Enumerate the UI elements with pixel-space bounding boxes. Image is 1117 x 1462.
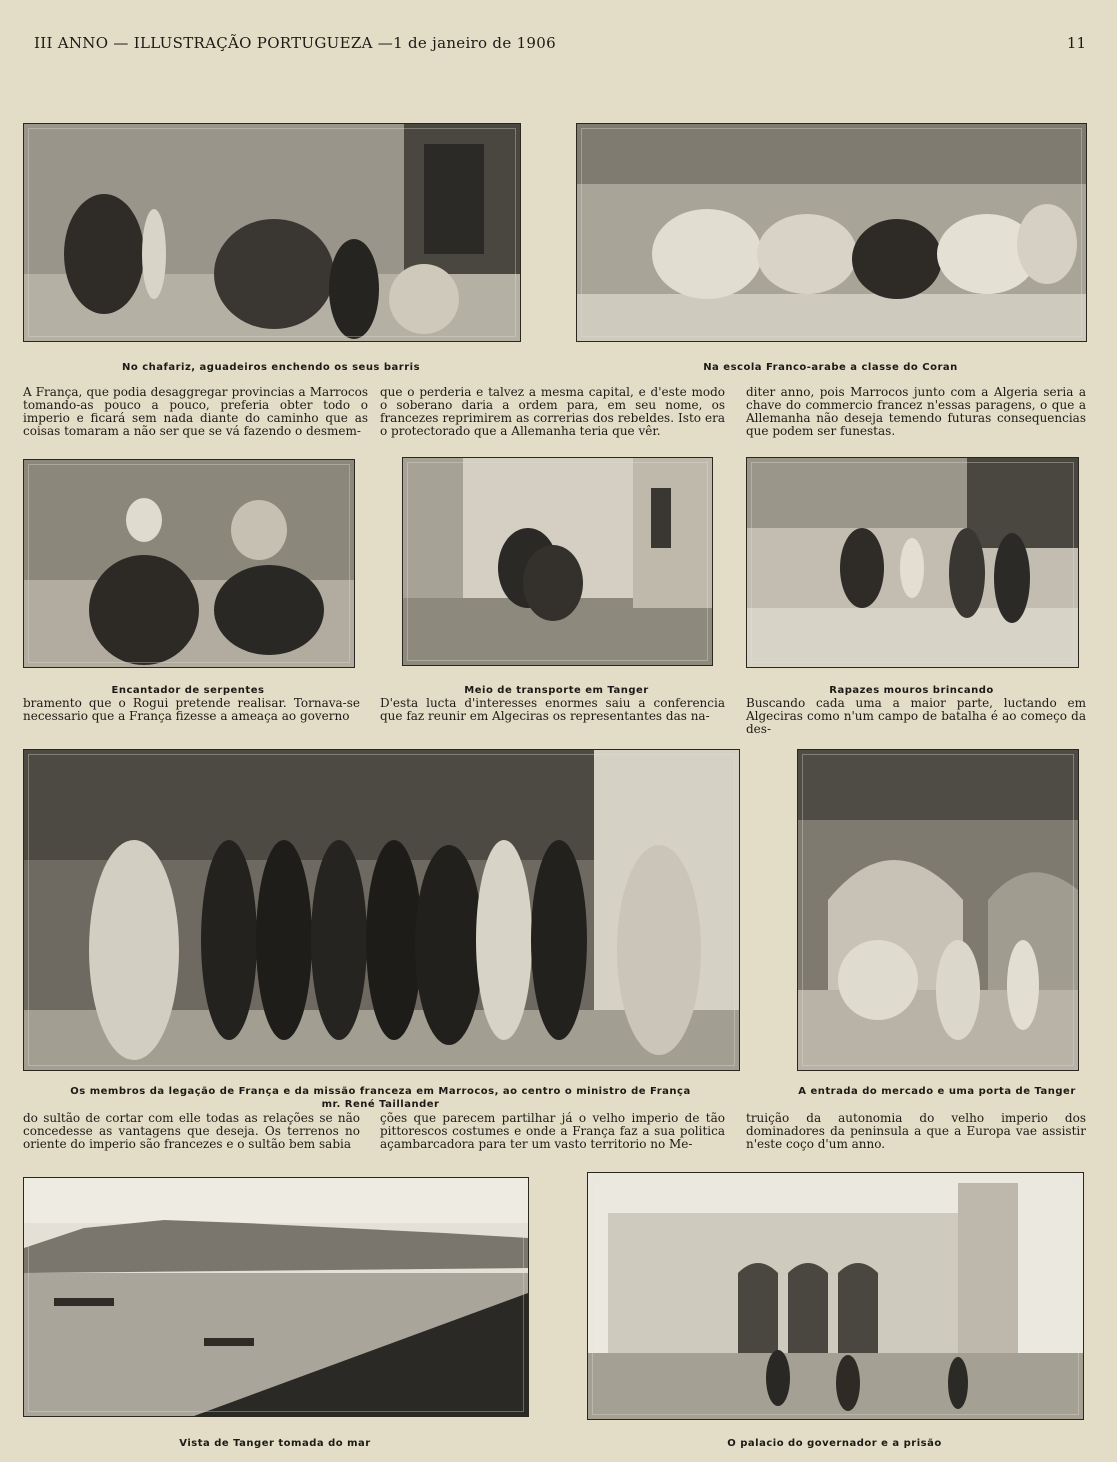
photo-palace — [587, 1172, 1084, 1420]
photo-snake-charmer — [23, 459, 355, 668]
page-header — [34, 32, 1086, 54]
text-row1-col3: diter anno, pois Marrocos junto com a Algeria seria a chave do commercio francez n'essas paragens, o que a Allemanha não deseja temendo futuras consequencias que podem ser funestas. — [746, 385, 1086, 438]
photo-boys — [746, 457, 1079, 668]
text-row2-col2: D'esta lucta d'interesses enormes saiu a conferencia que faz reunir em Algeciras os representantes das na- — [380, 696, 725, 723]
caption-snake-charmer: Encantador de serpentes — [111, 685, 265, 696]
caption-tangier-sea: Vista de Tanger tomada do mar — [179, 1438, 371, 1449]
caption-legation-line1: Os membros da legação de França e da missão franceza em Marrocos, ao centro o ministro de França — [70, 1086, 691, 1097]
caption-legation-line2: mr. René Taillander — [321, 1099, 440, 1110]
photo-transport — [402, 457, 713, 666]
page-number: 11 — [1066, 34, 1086, 52]
photo-tangier-sea — [23, 1177, 529, 1417]
caption-market: A entrada do mercado e uma porta de Tanger — [798, 1086, 1076, 1097]
caption-school: Na escola Franco-arabe a classe do Coran — [703, 362, 958, 373]
caption-palace: O palacio do governador e a prisão — [727, 1438, 942, 1449]
photo-school — [576, 123, 1087, 342]
caption-fountain: No chafariz, aguadeiros enchendo os seus barris — [121, 362, 421, 373]
caption-transport: Meio de transporte em Tanger — [464, 685, 649, 696]
text-row2-col1: bramento que o Rogui pretende realisar. Tornava-se necessario que a França fizesse a ameaça ao governo — [23, 696, 360, 723]
text-row3-col2: ções que parecem partilhar já o velho imperio de tão pittorescos costumes e onde a França faz a sua politica açambarcadora para ter um vasto territorio no Me- — [380, 1111, 725, 1151]
text-row3-col3: truição da autonomia do velho imperio dos dominadores da peninsula a que a Europa vae assistir n'este coço d'um anno. — [746, 1111, 1086, 1151]
photo-legation — [23, 749, 740, 1071]
running-title: III ANNO — ILLUSTRAÇÃO PORTUGUEZA —1 de janeiro de 1906 — [34, 34, 556, 52]
photo-fountain — [23, 123, 521, 342]
caption-legation — [23, 1085, 738, 1111]
text-row1-col1: A França, que podia desaggregar provincias a Marrocos tomando-as pouco a pouco, preferia obter todo o imperio e ficará sem nada diante do caminho que as coisas tomaram a não ser que se vá fazendo o desmem- — [23, 385, 368, 438]
text-row1-col2: que o perderia e talvez a mesma capital, e d'este modo o soberano daria a ordem para, em seu nome, os francezes reprimirem as correrias dos rebeldes. Isto era o protectorado que a Allemanha teria que vêr. — [380, 385, 725, 438]
photo-market — [797, 749, 1079, 1071]
text-row3-col1: do sultão de cortar com elle todas as relações se não concedesse as vantagens que deseja. Os terrenos no oriente do imperio são francezes e o sultão bem sabia — [23, 1111, 360, 1151]
caption-boys: Rapazes mouros brincando — [829, 685, 994, 696]
text-row2-col3: Buscando cada uma a maior parte, luctando em Algeciras como n'um campo de batalha é ao começo da des- — [746, 696, 1086, 736]
